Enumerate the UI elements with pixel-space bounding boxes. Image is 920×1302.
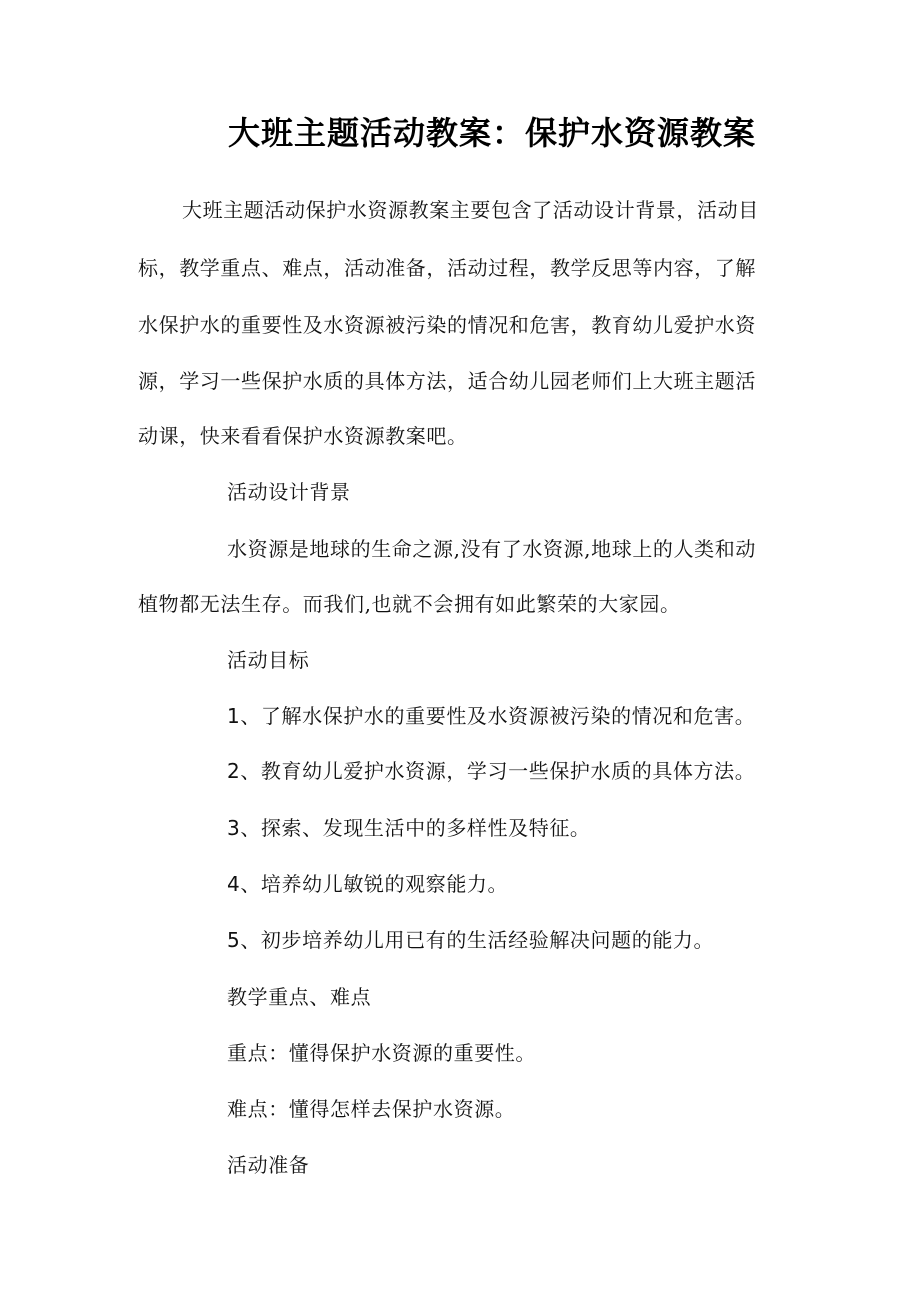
intro-line: 源，学习一些保护水质的具体方法，适合幼儿园老师们上大班主题活 — [138, 369, 756, 393]
background-line: 水资源是地球的生命之源,没有了水资源,地球上的人类和动 — [227, 537, 756, 561]
key-point-focus: 重点：懂得保护水资源的重要性。 — [227, 1041, 536, 1065]
section-heading-key-points: 教学重点、难点 — [227, 985, 372, 1009]
section-heading-preparation: 活动准备 — [227, 1153, 310, 1177]
intro-line: 标，教学重点、难点，活动准备，活动过程，教学反思等内容，了解 — [138, 256, 756, 280]
intro-line: 大班主题活动保护水资源教案主要包含了活动设计背景，活动目 — [182, 198, 759, 222]
intro-line: 动课，快来看看保护水资源教案吧。 — [138, 424, 468, 448]
goal-item: 1、了解水保护水的重要性及水资源被污染的情况和危害。 — [227, 704, 756, 728]
document-title: 大班主题活动教案：保护水资源教案 — [227, 114, 756, 152]
goal-item: 4、培养幼儿敏锐的观察能力。 — [227, 872, 509, 896]
goal-item: 3、探索、发现生活中的多样性及特征。 — [227, 816, 591, 840]
goal-item: 2、教育幼儿爱护水资源，学习一些保护水质的具体方法。 — [227, 759, 756, 783]
goal-item: 5、初步培养幼儿用已有的生活经验解决问题的能力。 — [227, 928, 715, 952]
section-heading-background: 活动设计背景 — [227, 480, 351, 504]
intro-line: 水保护水的重要性及水资源被污染的情况和危害，教育幼儿爱护水资 — [138, 313, 756, 337]
background-line: 植物都无法生存。而我们,也就不会拥有如此繁荣的大家园。 — [138, 592, 681, 616]
section-heading-goals: 活动目标 — [227, 648, 310, 672]
key-point-difficulty: 难点：懂得怎样去保护水资源。 — [227, 1097, 516, 1121]
